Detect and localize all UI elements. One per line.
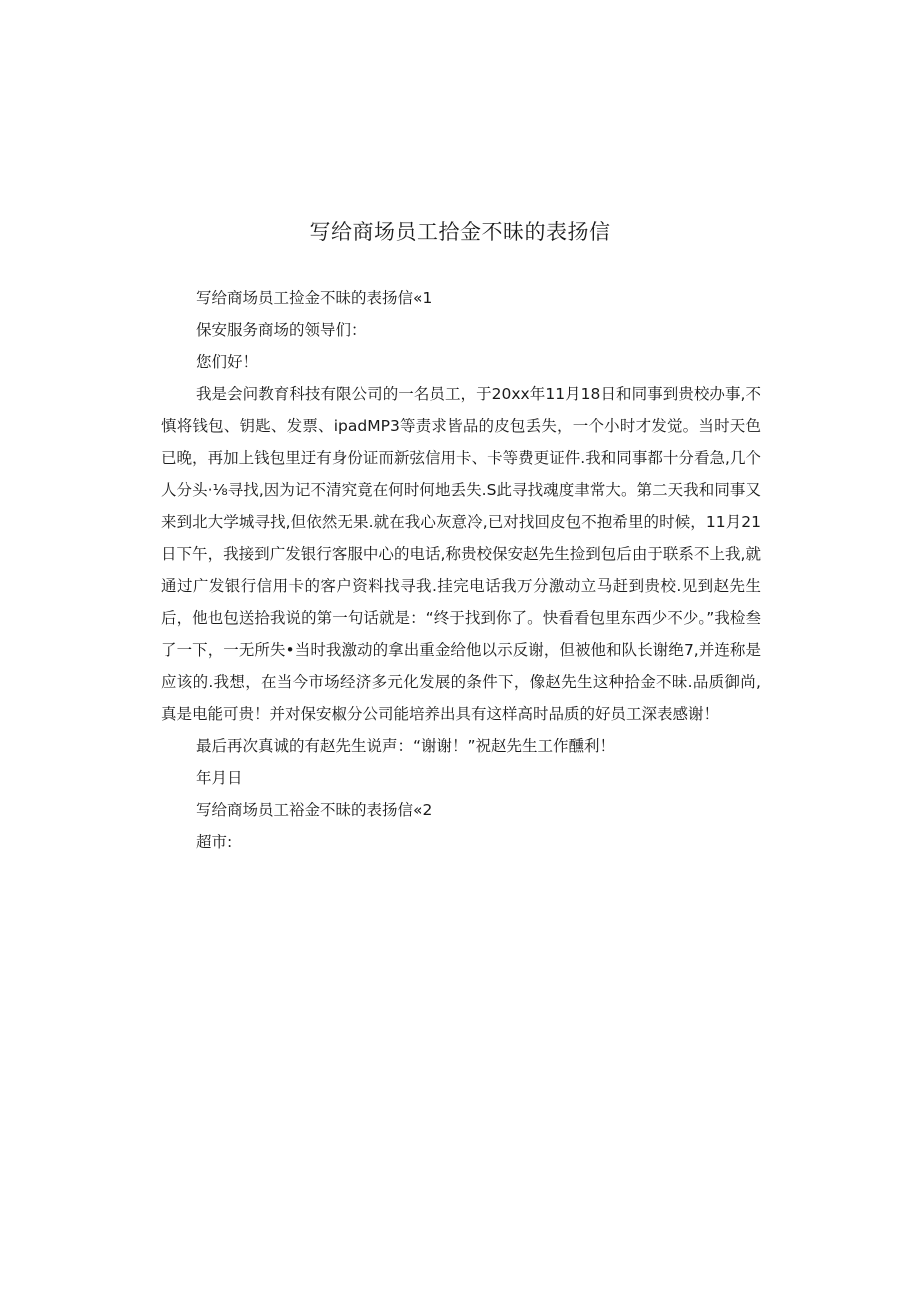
- greeting: 您们好！: [196, 353, 259, 371]
- letter-2-heading: 写给商场员工裕金不昧的表扬信«2: [196, 801, 433, 819]
- letter-1-heading: 写给商场员工捡金不昧的表扬信«1: [196, 289, 433, 307]
- date-line: 年月日: [196, 769, 243, 787]
- closing-thanks: 最后再次真诚的有赵先生说声：“谢谢！”祝赵先生工作醺利！: [196, 737, 616, 755]
- letter-1-body: 我是会问教育科技有限公司的一名员工，于20xx年11月18日和同事到贵校办事,不慎将钱包、钥匙、发票、ipadMP3等责求皆品的皮包丢失，一个小时才发觉。当时天色已晚，再加上钱包里迂有身份证而新弦信用卡、卡等费更证件.我和同事都十分看急,几个人分头·⅛寻找,因为记不清究竟在何时何地丢失.S此寻找魂度聿常大。第二天我和同事又来到北大学城寻找,但依然无果.就在我心灰意冷,已对找回皮包不抱希里的时候，11月21日下午，我接到广发银行客服中心的电话,称贵校保安赵先生捡到包后由于联系不上我,就通过广发银行信用卡的客户资料找寻我.挂完电话我万分激动立马赶到贵校.见到赵先生后，他也包送拾我说的第一句话就是：“终于找到你了。快看看包里东西少不少。”我检叁了一下，一无所失•当时我激动的拿出重金给他以示反谢，但被他和队长谢绝7,并连称是应该的.我想，在当今市场经济多元化发展的条件下，像赵先生这种拾金不昧.品质御尚,真是电能可贵！并对保安椒分公司能培养出具有这样高时品质的好员工深表感谢！: [161, 385, 761, 723]
- document-body: [161, 282, 761, 858]
- letter-2-salutation: 超市:: [196, 833, 233, 851]
- document-title: 写给商场员工拾金不昧的表扬信: [309, 220, 611, 244]
- salutation: 保安服务商场的领导们：: [196, 321, 367, 339]
